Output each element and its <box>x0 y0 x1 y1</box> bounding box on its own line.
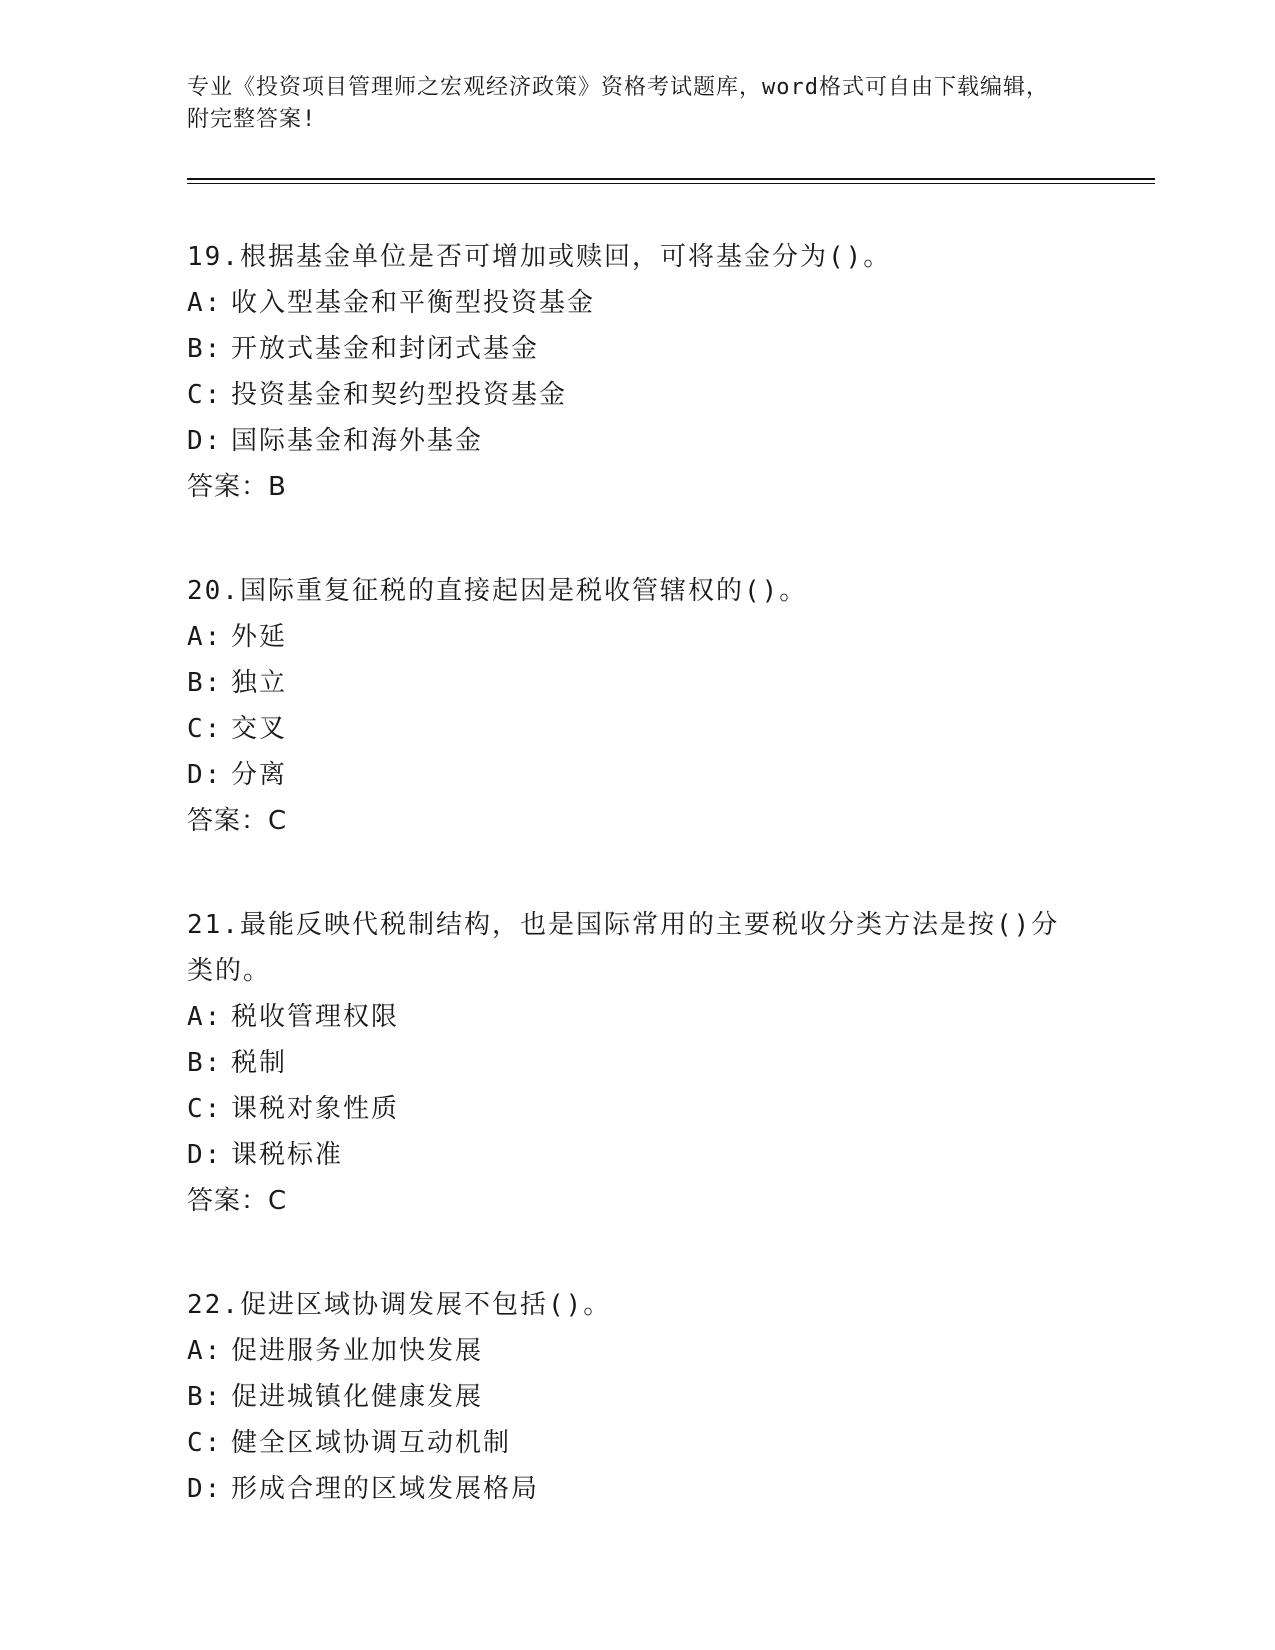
option-text: 独立 <box>231 668 288 698</box>
option-text: 课税对象性质 <box>231 1094 400 1124</box>
answer-line: 答案：C <box>187 1186 288 1216</box>
option-key: B: <box>187 1382 223 1412</box>
option-key: C: <box>187 380 223 410</box>
option-b <box>187 660 1087 706</box>
option-text: 健全区域协调互动机制 <box>231 1428 512 1458</box>
option-c <box>187 706 1087 752</box>
option-key: A: <box>187 288 223 318</box>
option-d <box>187 1132 1087 1178</box>
answer-line: 答案：C <box>187 806 288 836</box>
option-b <box>187 1374 1087 1420</box>
option-text: 课税标准 <box>231 1140 344 1170</box>
option-key: B: <box>187 334 223 364</box>
question-19 <box>187 234 1087 510</box>
question-stem: 21.最能反映代税制结构，也是国际常用的主要税收分类方法是按()分类的。 <box>187 910 1060 986</box>
option-text: 促进服务业加快发展 <box>231 1336 484 1366</box>
option-a <box>187 280 1087 326</box>
question-20 <box>187 568 1087 844</box>
question-stem: 19.根据基金单位是否可增加或赎回，可将基金分为()。 <box>187 242 892 272</box>
option-a <box>187 614 1087 660</box>
option-text: 开放式基金和封闭式基金 <box>231 334 540 364</box>
option-key: D: <box>187 760 223 790</box>
option-text: 形成合理的区域发展格局 <box>231 1474 540 1504</box>
document-header <box>187 72 1067 136</box>
option-text: 外延 <box>231 622 288 652</box>
option-key: A: <box>187 1002 223 1032</box>
option-key: D: <box>187 1140 223 1170</box>
question-stem: 22.促进区域协调发展不包括()。 <box>187 1290 612 1320</box>
option-key: A: <box>187 1336 223 1366</box>
option-a <box>187 1328 1087 1374</box>
option-b <box>187 1040 1087 1086</box>
option-key: C: <box>187 714 223 744</box>
option-a <box>187 994 1087 1040</box>
option-text: 交叉 <box>231 714 288 744</box>
option-text: 税制 <box>231 1048 288 1078</box>
option-c <box>187 1086 1087 1132</box>
option-key: D: <box>187 1474 223 1504</box>
option-d <box>187 1466 1087 1512</box>
header-rule-thick <box>187 178 1155 180</box>
header-rule-thin <box>187 183 1155 184</box>
option-key: C: <box>187 1428 223 1458</box>
question-list <box>187 234 1087 1570</box>
option-text: 税收管理权限 <box>231 1002 400 1032</box>
header-title: 专业《投资项目管理师之宏观经济政策》资格考试题库，word格式可自由下载编辑，附完整答案! <box>187 75 1049 132</box>
question-22 <box>187 1282 1087 1512</box>
option-c <box>187 1420 1087 1466</box>
option-c <box>187 372 1087 418</box>
option-d <box>187 752 1087 798</box>
option-text: 分离 <box>231 760 288 790</box>
option-text: 投资基金和契约型投资基金 <box>231 380 568 410</box>
option-d <box>187 418 1087 464</box>
option-key: C: <box>187 1094 223 1124</box>
option-text: 国际基金和海外基金 <box>231 426 484 456</box>
option-key: A: <box>187 622 223 652</box>
question-21 <box>187 902 1087 1224</box>
question-stem: 20.国际重复征税的直接起因是税收管辖权的()。 <box>187 576 808 606</box>
option-key: B: <box>187 1048 223 1078</box>
option-key: D: <box>187 426 223 456</box>
option-text: 促进城镇化健康发展 <box>231 1382 484 1412</box>
option-text: 收入型基金和平衡型投资基金 <box>231 288 596 318</box>
answer-line: 答案：B <box>187 472 287 502</box>
option-key: B: <box>187 668 223 698</box>
option-b <box>187 326 1087 372</box>
